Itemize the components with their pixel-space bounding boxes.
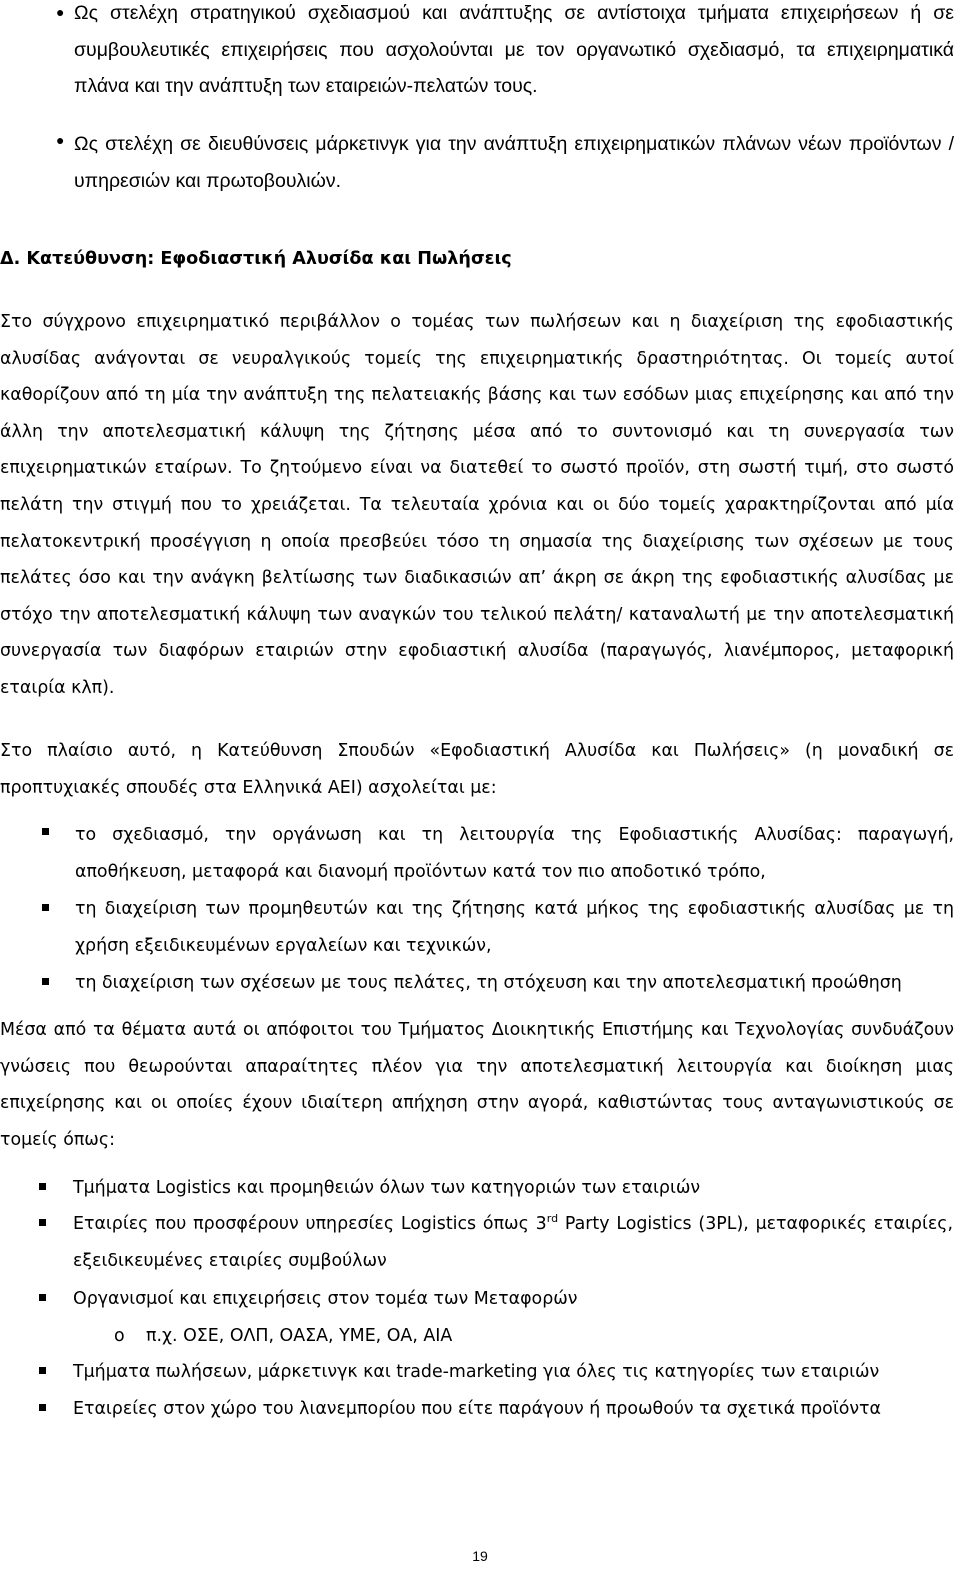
sector-item: Τμήματα Logistics και προμηθειών όλων των κατηγοριών των εταιριών — [73, 1178, 701, 1198]
sub-bullet-marker: o — [114, 1326, 125, 1346]
topic-item: τη διαχείριση των προμηθευτών και της ζήτησης κατά μήκος της εφοδιαστικής αλυσίδας με τη χρήση εξειδικευμένων εργαλείων και τεχνικών, — [75, 899, 954, 956]
square-bullet-icon — [42, 978, 49, 985]
square-bullet-icon — [39, 1404, 46, 1411]
section-heading: Δ. Κατεύθυνση: Εφοδιαστική Αλυσίδα και Πωλήσεις — [0, 249, 512, 269]
topic-item: το σχεδιασμό, την οργάνωση και τη λειτουργία της Εφοδιαστικής Αλυσίδας: παραγωγή, αποθήκευση, μεταφορά και διανομή προϊόντων κατά τον πιο αποδοτικό τρόπο, — [75, 825, 954, 882]
sector-item: Οργανισμοί και επιχειρήσεις στον τομέα των Μεταφορών — [73, 1289, 578, 1309]
intro-bullet-2: Ως στελέχη σε διευθύνσεις μάρκετινγκ για την ανάπτυξη επιχειρηματικών πλάνων νέων προϊόντων / υπηρεσιών και πρωτοβουλιών. — [74, 133, 954, 192]
square-bullet-icon — [42, 904, 49, 911]
paragraph-graduates: Μέσα από τα θέματα αυτά οι απόφοιτοι του Τμήματος Διοικητικής Επιστήμης και Τεχνολογίας συνδυάζουν γνώσεις που θεωρούνται απαραίτητες πλέον για την αποτελεσματική λειτουργία και διοίκηση μιας επιχείρησης και οι οποίες έχουν ιδιαίτερη απήχηση στην αγορά, καθιστώντας τους ανταγωνιστικούς σε τομείς όπως: — [0, 1020, 954, 1150]
sector-item — [73, 1206, 953, 1279]
intro-bullet-1: Ως στελέχη στρατηγικού σχεδιασμού και ανάπτυξης σε αντίστοιχα τμήματα επιχειρήσεων ή σε συμβουλευτικές επιχειρήσεις που ασχολούνται με τον οργανωτικό σχεδιασμό, τα επιχειρηματικά πλάνα και την ανάπτυξη των εταιρειών-πελατών τους. — [74, 2, 954, 97]
paragraph-direction: Στο πλαίσιο αυτό, η Κατεύθυνση Σπουδών «Εφοδιαστική Αλυσίδα και Πωλήσεις» (η μοναδική σε προπτυχιακές σπουδές στα Ελληνικά ΑΕΙ) ασχολείται με: — [0, 741, 954, 798]
sector-item-text: Εταιρίες που προσφέρουν υπηρεσίες Logistics όπως 3 — [73, 1214, 547, 1234]
square-bullet-icon — [39, 1183, 46, 1190]
bullet-dot-icon: ● — [56, 134, 65, 149]
superscript: rd — [546, 1212, 559, 1226]
bullet-dot-icon: ● — [56, 6, 65, 21]
square-bullet-icon — [39, 1219, 46, 1226]
sector-sub-item: π.χ. ΟΣΕ, ΟΛΠ, ΟΑΣΑ, ΥΜΕ, ΟΑ, ΑΙΑ — [146, 1326, 453, 1346]
sector-item: Εταιρείες στον χώρο του λιανεμπορίου που είτε παράγουν ή προωθούν τα σχετικά προϊόντα — [73, 1399, 881, 1419]
sector-item: Τμήματα πωλήσεων, μάρκετινγκ και trade-marketing για όλες τις κατηγορίες των εταιριών — [73, 1362, 880, 1382]
square-bullet-icon — [39, 1294, 46, 1301]
topic-item: τη διαχείριση των σχέσεων με τους πελάτες, τη στόχευση και την αποτελεσματική προώθηση — [75, 973, 902, 993]
page-number: 19 — [472, 1548, 488, 1564]
square-bullet-icon — [39, 1367, 46, 1374]
sector-item-text: Party Logistics (3PL), μεταφορικές εταιρίες, εξειδικευμένες εταιρίες συμβούλων — [73, 1214, 953, 1271]
square-bullet-icon — [42, 828, 49, 835]
paragraph-intro: Στο σύγχρονο επιχειρηματικό περιβάλλον ο τομέας των πωλήσεων και η διαχείριση της εφοδιαστικής αλυσίδας ανάγονται σε νευραλγικούς τομείς της επιχειρηματικής δραστηριότητας. Οι τομείς αυτοί καθορίζουν από τη μία την ανάπτυξη της πελατειακής βάσης και των εσόδων μιας επιχείρησης και από την άλλη την αποτελεσματική κάλυψη της ζήτησης μέσα από το συντονισμό και τη συνεργασία των επιχειρηματικών εταίρων. Το ζητούμενο είναι να διατεθεί το σωστό προϊόν, στη σωστή τιμή, στο σωστό πελάτη την στιγμή που το χρειάζεται. Τα τελευταία χρόνια και οι δύο τομείς χαρακτηρίζονται από μία πελατοκεντρική προσέγγιση η οποία πρεσβεύει τόσο τη σημασία της διαχείρισης των σχέσεων με τους πελάτες όσο και την ανάγκη βελτίωσης των διαδικασιών απ’ άκρη σε άκρη της εφοδιαστικής αλυσίδας με στόχο την αποτελεσματική κάλυψη των αναγκών του τελικού πελάτη/ καταναλωτή με την αποτελεσματική συνεργασία των διαφόρων εταιριών στην εφοδιαστική αλυσίδα (παραγωγός, λιανέμπορος, μεταφορική εταιρία κλπ). — [0, 312, 954, 698]
